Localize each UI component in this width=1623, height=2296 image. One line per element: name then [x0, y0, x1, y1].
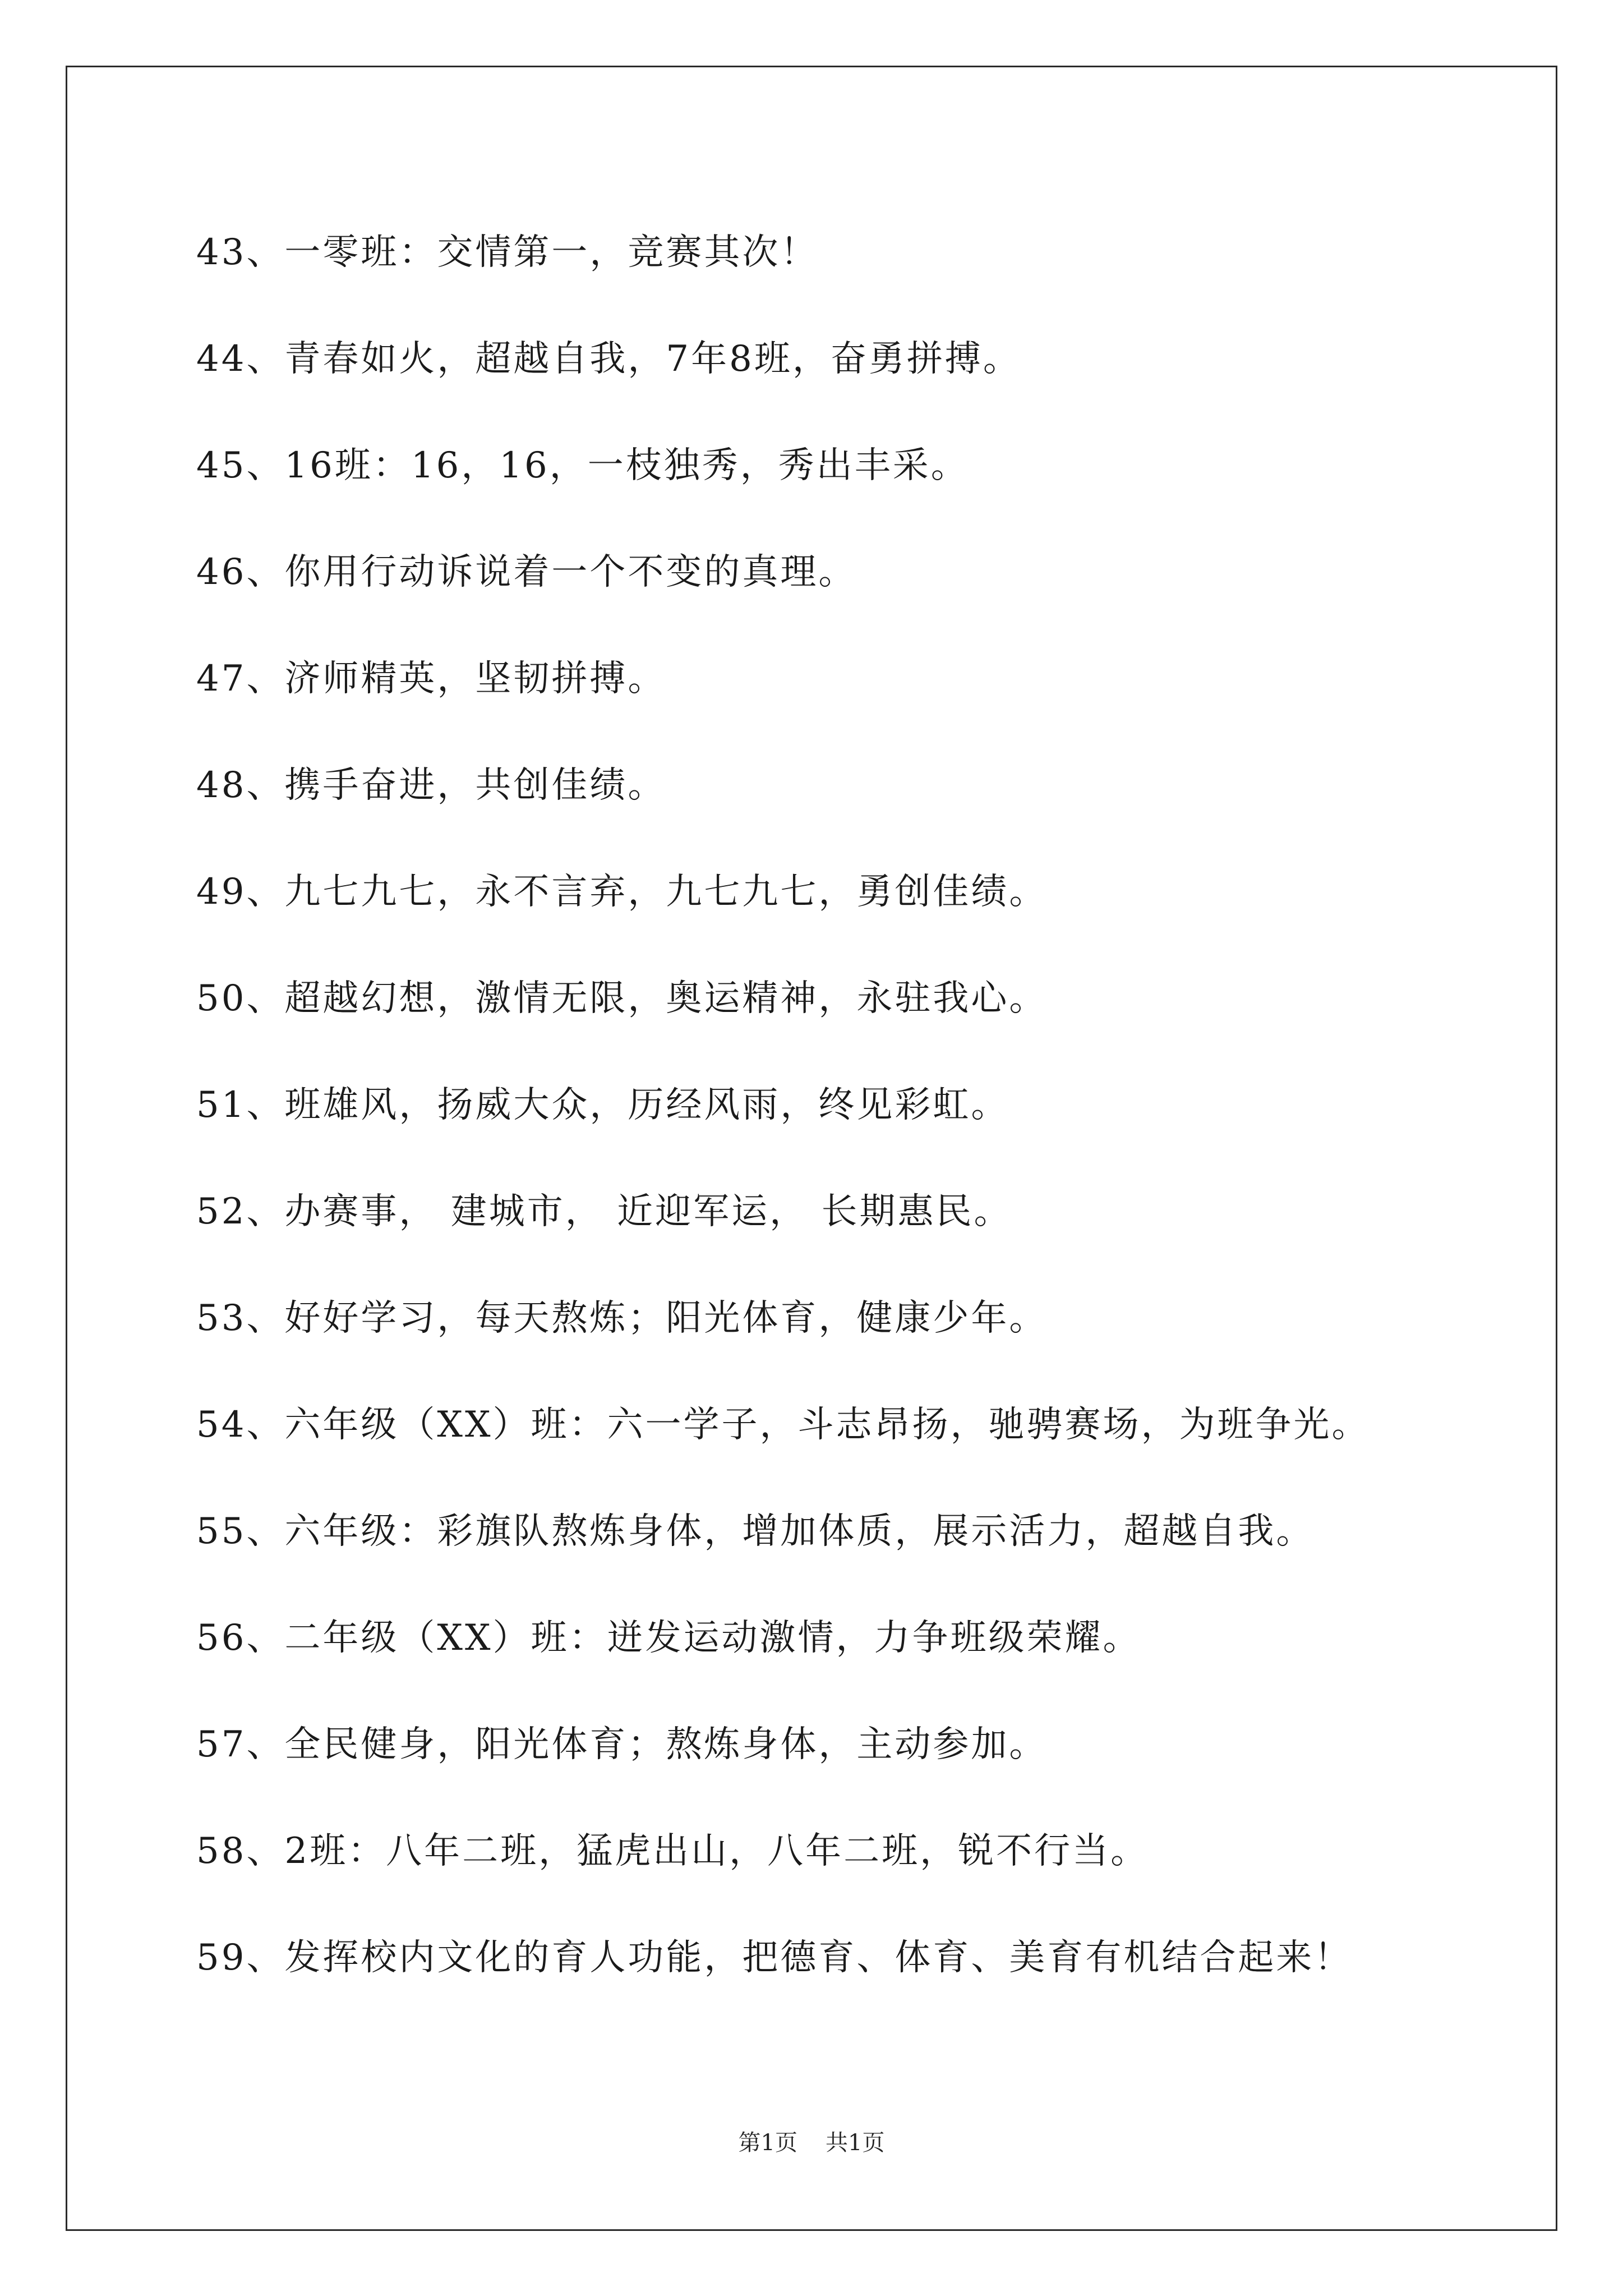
- slogan-line-54: 54、六年级（XX）班：六一学子，斗志昂扬，驰骋赛场，为班争光。: [196, 1404, 1370, 1446]
- slogan-line-53: 53、好好学习，每天熬炼；阳光体育，健康少年。: [196, 1297, 1048, 1339]
- slogan-line-47: 47、济师精英，坚韧拼搏。: [196, 658, 666, 700]
- page-number-total: 共1页: [826, 2130, 885, 2156]
- slogan-line-52: 52、办赛事， 建城市， 近迎军运， 长期惠民。: [196, 1191, 1012, 1232]
- slogan-list: [196, 224, 1486, 2036]
- slogan-line-48: 48、携手奋进，共创佳绩。: [196, 765, 666, 806]
- slogan-line-51: 51、班雄风，扬威大众，历经风雨，终见彩虹。: [196, 1084, 1009, 1126]
- slogan-line-50: 50、超越幻想，激情无限，奥运精神，永驻我心。: [196, 978, 1048, 1019]
- slogan-line-59: 59、发挥校内文化的育人功能，把德育、体育、美育有机结合起来！: [196, 1937, 1353, 1978]
- slogan-line-58: 58、2班：八年二班，猛虎出山，八年二班，锐不行当。: [196, 1830, 1149, 1872]
- slogan-line-57: 57、全民健身，阳光体育；熬炼身体，主动参加。: [196, 1724, 1048, 1765]
- slogan-line-45: 45、16班：16，16，一枝独秀，秀出丰采。: [196, 445, 969, 486]
- slogan-line-46: 46、你用行动诉说着一个不变的真理。: [196, 551, 857, 593]
- slogan-line-49: 49、九七九七，永不言弃，九七九七，勇创佳绩。: [196, 871, 1048, 913]
- slogan-line-44: 44、青春如火，超越自我，7年8班，奋勇拼搏。: [196, 338, 1021, 380]
- page-footer: [0, 2126, 1623, 2160]
- page-number-current: 第1页: [738, 2130, 797, 2156]
- slogan-line-43: 43、一零班：交情第一，竞赛其次！: [196, 232, 819, 273]
- slogan-line-55: 55、六年级：彩旗队熬炼身体，增加体质，展示活力，超越自我。: [196, 1511, 1315, 1552]
- slogan-line-56: 56、二年级（XX）班：迸发运动激情，力争班级荣耀。: [196, 1617, 1141, 1659]
